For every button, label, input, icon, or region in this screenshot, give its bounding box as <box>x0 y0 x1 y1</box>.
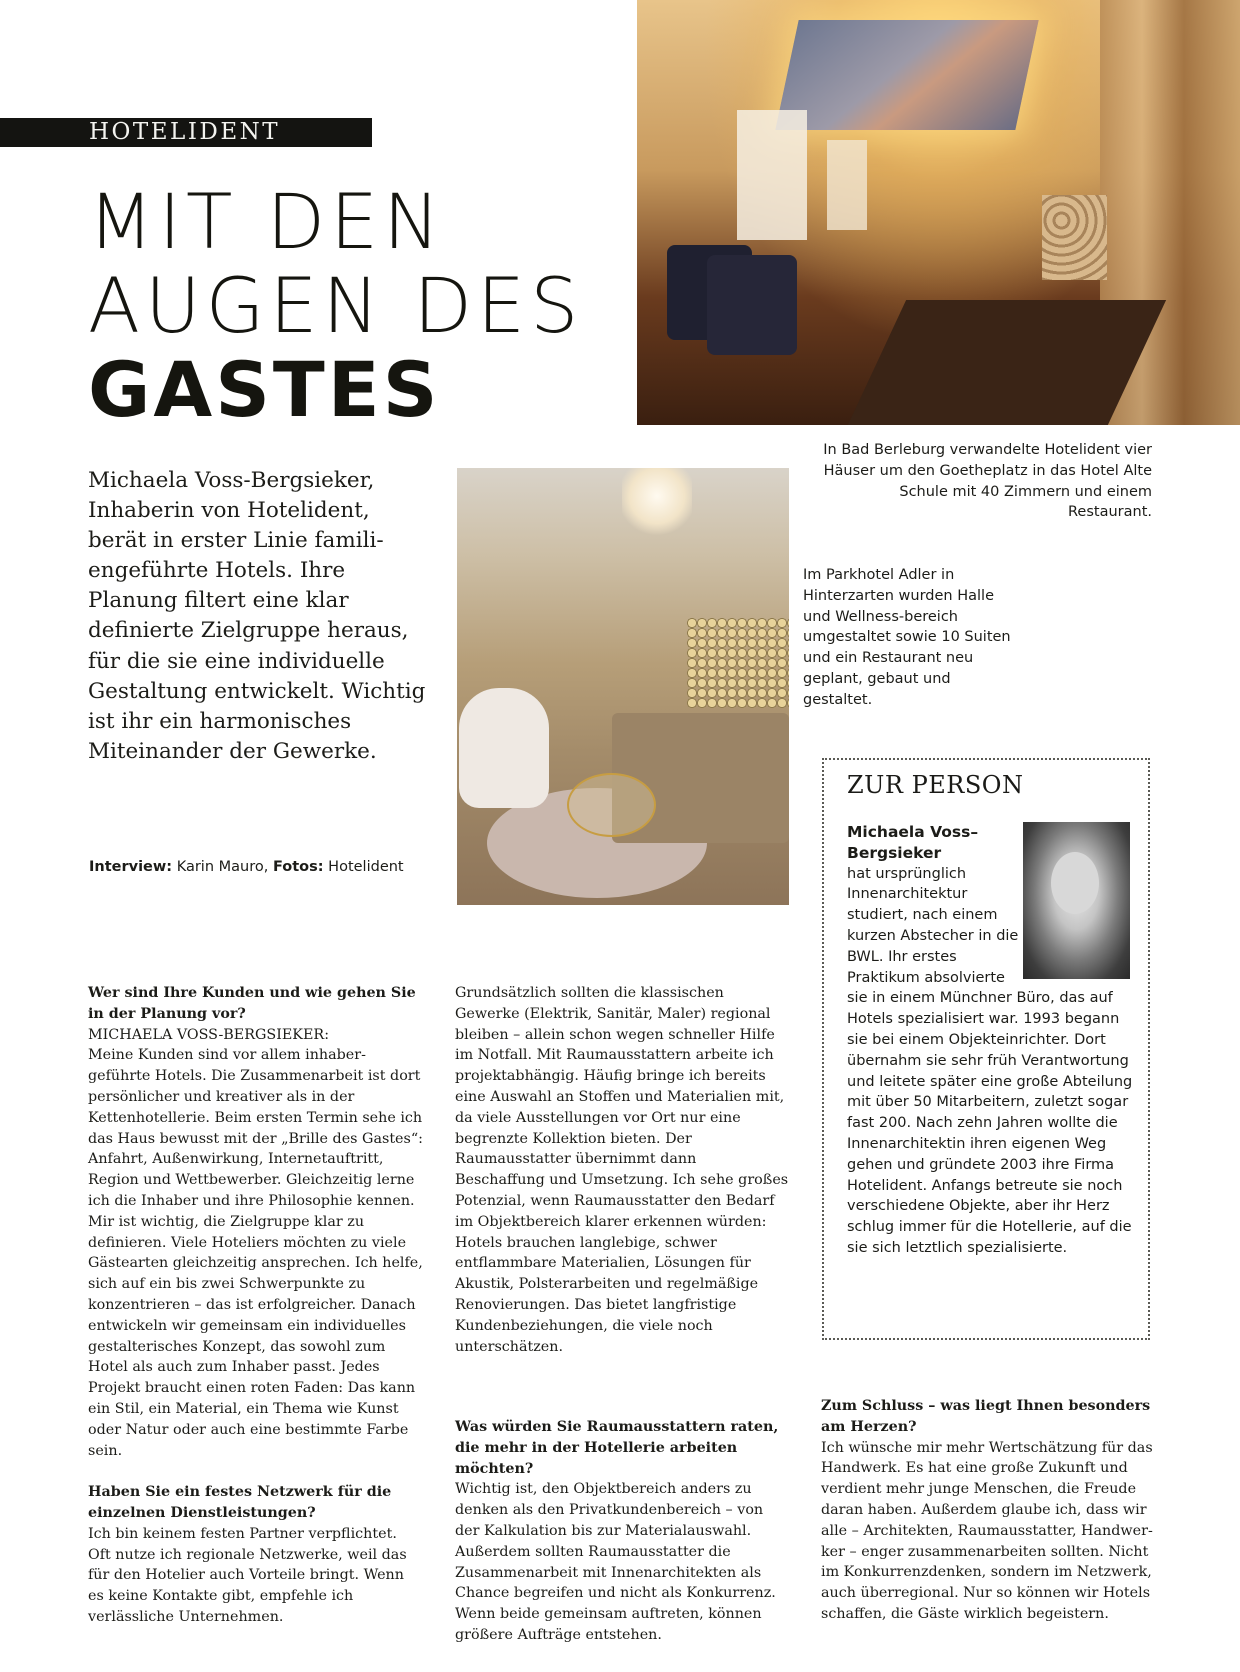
title-line-3: GASTES <box>88 345 441 434</box>
title-line-2: AUGEN DES <box>88 261 584 350</box>
question-3: Was würden Sie Raumausstattern raten, die mehr in der Hotellerie arbeiten möchten? <box>455 1419 779 1477</box>
caption-restaurant: In Bad Berleburg verwandelte Hotelident vier Häuser um den Goetheplatz in das Hotel Alte Schule mit 40 Zimmern und einem Restaurant. <box>823 442 1152 521</box>
window <box>737 110 807 240</box>
firewood-stack <box>1042 195 1107 280</box>
restaurant-photo <box>637 0 1240 425</box>
about-person-bio <box>847 822 1137 1259</box>
answer-2: Ich bin keinem festen Partner verpflichtet. Oft nutze ich regionale Netzwerke, weil das für den Hotelier auch Vorteile bringt. Wenn es keine Kontakte gibt, empfehle ich verlässliche Unternehmen. <box>88 1525 407 1625</box>
interview-column-1 <box>88 983 423 1628</box>
title-line-1: MIT DEN <box>88 177 445 266</box>
coffee-table <box>567 773 656 837</box>
lead-paragraph: Michaela Voss-Bergsieker, Inhaberin von Hotelident, berät in erster Linie familiengeführte Hotels. Ihre Planung filtert eine klar definierte Zielgruppe heraus, für die sie eine individuelle Gestaltung entwickelt. Wichtig ist ihr ein harmonisches Miteinander der Gewerke. <box>88 468 426 764</box>
person-name: Michaela Voss–Bergsieker <box>847 823 979 862</box>
answer-1: Meine Kunden sind vor allem inhabergeführte Hotels. Die Zusammenarbeit ist dort persönlicher und kreativer als in der Kettenhotellerie. Beim ersten Termin sehe ich das Haus bewusst mit der „Brille des Gastes“: Anfahrt, Außenwirkung, Internetauftritt, Region und Wettbewerber. Gleichzeitig lerne ich die Inhaber und ihre Philosophie kennen. Mir ist wichtig, die Zielgruppe klar zu definieren. Viele Hoteliers möchten zu viele Gästearten gleichzeitig ansprechen. Ich helfe, sich auf ein bis zwei Schwerpunkte zu konzentrieren – das ist erfolgreicher. Danach entwickeln wir gemeinsam ein individuelles gestalterisches Konzept, das sowohl zum Hotel als auch zum Inhaber passt. Jedes Projekt braucht einen roten Faden: Das kann ein Stil, ein Material, ein Thema wie Kunst oder Natur oder auch eine bestimmte Farbe sein. <box>88 1047 423 1459</box>
section-label: HOTELIDENT <box>89 119 281 145</box>
interview-name: Karin Mauro, <box>172 859 273 875</box>
photos-name: Hotelident <box>323 859 404 875</box>
mirror-wall-art <box>687 618 789 708</box>
section-label-bar <box>0 118 372 147</box>
lounge-photo <box>457 468 789 905</box>
person-bio-text: hat ursprünglich Innenarchitektur studiert, nach einem kurzen Abstecher in die BWL. Ihr erstes Praktikum absolvierte sie in einem Münchner Büro, das auf Hotels spezialisiert war. 1993 begann sie bei einem Objekteinrichter. Dort übernahm sie sehr früh Verantwortung und leitete später eine große Abteilung mit über 50 Mitarbeitern, zuletzt sogar fast 200. Nach zehn Jahren wollte die Innenarchitektin ihren eigenen Weg gehen und gründete 2003 ihre Firma Hotelident. Anfangs betreute sie noch verschiedene Objekte, aber ihr Herz schlug immer für die Hotellerie, auf die sie sich letztlich spezialisierte. <box>847 865 1133 1256</box>
answer-4: Ich wünsche mir mehr Wertschätzung für das Handwerk. Es hat eine große Zukunft und verdient mehr junge Menschen, die Freude daran haben. Außerdem glaube ich, dass wir alle – Architekten, Raumausstatter, Handwerker – enger zusammenarbeiten sollten. Nicht im Konkurrenzdenken, sondern im Netzwerk, auch überregional. Nur so können wir Hotels schaffen, die Gäste wirklich begeistern. <box>821 1439 1153 1622</box>
article-title <box>88 177 628 434</box>
about-person-box <box>822 758 1150 1340</box>
question-2: Haben Sie ein festes Netzwerk für die einzelnen Dienstleistungen? <box>88 1484 392 1521</box>
question-1: Wer sind Ihre Kunden und wie gehen Sie in der Planung vor? <box>88 985 416 1022</box>
interview-column-2 <box>455 983 790 1357</box>
interview-column-2-lower <box>455 1417 790 1646</box>
caption-lounge: Im Parkhotel Adler in Hinterzarten wurden Halle und Wellness-bereich umgestaltet sowie 10 Suiten und ein Restaurant neu geplant, gebaut und gestaltet. <box>803 567 1011 708</box>
interview-label: Interview: <box>89 859 173 875</box>
interview-column-3 <box>821 1396 1156 1625</box>
chandelier <box>622 468 692 538</box>
question-4: Zum Schluss – was liegt Ihnen besonders am Herzen? <box>821 1398 1151 1435</box>
speaker-name: MICHAELA VOSS-BERGSIEKER: <box>88 1026 330 1043</box>
answer-3: Wichtig ist, den Objektbereich anders zu denken als den Privatkundenbereich – von der Kalkulation bis zur Materialauswahl. Außerdem sollten Raumausstatter die Zusammenarbeit mit Innenarchitekten als Chance begreifen und nicht als Konkurrenz. Wenn beide gemeinsam auftreten, können größere Aufträge entstehen. <box>455 1481 776 1643</box>
egg-chair <box>459 688 549 808</box>
ceiling-painting <box>775 20 1038 130</box>
photos-label: Fotos: <box>272 859 324 875</box>
article-credits <box>89 858 449 876</box>
about-person-heading: ZUR PERSON <box>847 771 1024 799</box>
armchair <box>707 255 797 355</box>
answer-2-continued: Grundsätzlich sollten die klassischen Gewerke (Elektrik, Sanitär, Maler) regional bleiben – allein schon wegen schneller Hilfe im Notfall. Mit Raumausstattern arbeite ich projektabhängig. Häufig bringe ich bereits eine Auswahl an Stoffen und Materialien mit, da viele Ausstellungen vor Ort nur eine begrenzte Kollektion bieten. Der Raumausstatter übernimmt dann Beschaffung und Umsetzung. Ich sehe großes Potenzial, wenn Raumausstatter den Bedarf im Objektbereich klarer erkennen würden: Hotels brauchen langlebige, schwer entflammbare Materialien, Lösungen für Akustik, Polsterarbeiten und regelmäßige Renovierungen. Das bietet langfristige Kundenbeziehungen, die viele noch unterschätzen. <box>455 985 789 1355</box>
window <box>827 140 867 230</box>
